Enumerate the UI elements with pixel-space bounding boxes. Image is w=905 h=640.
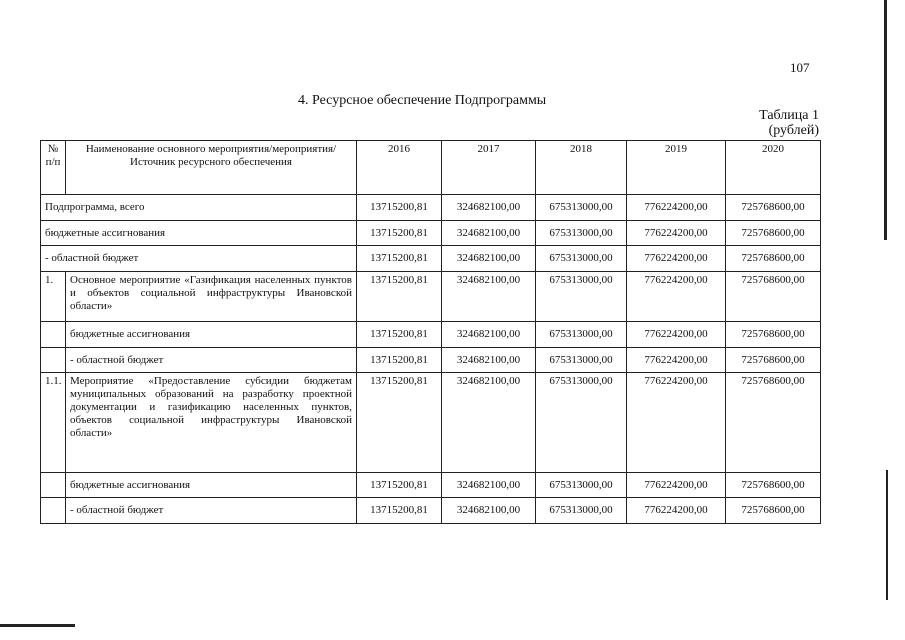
- row-name: Основное мероприятие «Газификация населенных пунктов и объектов социальной инфраструктуры Ивановской области»: [66, 272, 357, 322]
- header-name: Наименование основного мероприятия/мероприятия/Источник ресурсного обеспечения: [66, 141, 357, 195]
- value-cell: 13715200,81: [357, 373, 442, 473]
- row-name: бюджетные ассигнования: [41, 221, 357, 246]
- value-cell: 324682100,00: [442, 246, 536, 272]
- value-cell: 324682100,00: [442, 498, 536, 524]
- table-row: [41, 373, 821, 473]
- section-title: 4. Ресурсное обеспечение Подпрограммы: [298, 93, 547, 108]
- scan-edge-right-lower: [886, 470, 888, 600]
- value-cell: 324682100,00: [442, 195, 536, 221]
- row-name: Подпрограмма, всего: [41, 195, 357, 221]
- table-row: [41, 322, 821, 348]
- value-cell: 675313000,00: [536, 272, 627, 322]
- row-number: 1.1.: [41, 373, 66, 473]
- value-cell: 324682100,00: [442, 322, 536, 348]
- value-cell: 13715200,81: [357, 221, 442, 246]
- value-cell: 725768600,00: [726, 195, 821, 221]
- value-cell: 675313000,00: [536, 498, 627, 524]
- value-cell: 324682100,00: [442, 221, 536, 246]
- value-cell: 725768600,00: [726, 246, 821, 272]
- value-cell: 324682100,00: [442, 373, 536, 473]
- value-cell: 725768600,00: [726, 373, 821, 473]
- value-cell: 776224200,00: [627, 221, 726, 246]
- value-cell: 13715200,81: [357, 195, 442, 221]
- row-number: 1.: [41, 272, 66, 322]
- value-cell: 675313000,00: [536, 246, 627, 272]
- value-cell: 776224200,00: [627, 195, 726, 221]
- value-cell: 675313000,00: [536, 348, 627, 373]
- row-name: - областной бюджет: [66, 348, 357, 373]
- value-cell: 675313000,00: [536, 195, 627, 221]
- table-row: [41, 195, 821, 221]
- header-year: 2018: [536, 141, 627, 195]
- row-name: Мероприятие «Предоставление субсидии бюджетам муниципальных образований на разработку проектной документации и газификацию населенных пунктов, объектов социальной инфраструктуры Ивановской области»: [66, 373, 357, 473]
- table-row: [41, 473, 821, 498]
- page-number: 107: [790, 60, 810, 75]
- header-no: № п/п: [41, 141, 66, 195]
- row-number: [41, 348, 66, 373]
- value-cell: 725768600,00: [726, 498, 821, 524]
- header-year: 2016: [357, 141, 442, 195]
- value-cell: 776224200,00: [627, 272, 726, 322]
- value-cell: 776224200,00: [627, 373, 726, 473]
- value-cell: 776224200,00: [627, 498, 726, 524]
- table-row: [41, 498, 821, 524]
- value-cell: 725768600,00: [726, 272, 821, 322]
- value-cell: 776224200,00: [627, 246, 726, 272]
- table-row: [41, 272, 821, 322]
- table-row: [41, 348, 821, 373]
- value-cell: 725768600,00: [726, 473, 821, 498]
- table-caption: [759, 108, 819, 138]
- header-year: 2020: [726, 141, 821, 195]
- row-number: [41, 473, 66, 498]
- table-header-row: [41, 141, 821, 195]
- value-cell: 675313000,00: [536, 473, 627, 498]
- value-cell: 13715200,81: [357, 473, 442, 498]
- value-cell: 776224200,00: [627, 348, 726, 373]
- row-name: - областной бюджет: [66, 498, 357, 524]
- value-cell: 675313000,00: [536, 322, 627, 348]
- value-cell: 13715200,81: [357, 272, 442, 322]
- table-row: [41, 221, 821, 246]
- table-row: [41, 246, 821, 272]
- value-cell: 13715200,81: [357, 498, 442, 524]
- value-cell: 675313000,00: [536, 373, 627, 473]
- value-cell: 725768600,00: [726, 348, 821, 373]
- value-cell: 13715200,81: [357, 348, 442, 373]
- row-name: бюджетные ассигнования: [66, 473, 357, 498]
- value-cell: 324682100,00: [442, 473, 536, 498]
- value-cell: 13715200,81: [357, 246, 442, 272]
- row-name: - областной бюджет: [41, 246, 357, 272]
- header-year: 2017: [442, 141, 536, 195]
- table-label: Таблица 1: [759, 108, 819, 123]
- header-year: 2019: [627, 141, 726, 195]
- row-number: [41, 322, 66, 348]
- resource-table: [40, 140, 821, 524]
- value-cell: 776224200,00: [627, 473, 726, 498]
- table-units: (рублей): [768, 123, 819, 138]
- value-cell: 776224200,00: [627, 322, 726, 348]
- scan-edge-right: [884, 0, 887, 240]
- value-cell: 324682100,00: [442, 348, 536, 373]
- value-cell: 324682100,00: [442, 272, 536, 322]
- scan-edge-bottom: [0, 624, 75, 627]
- row-number: [41, 498, 66, 524]
- value-cell: 13715200,81: [357, 322, 442, 348]
- value-cell: 725768600,00: [726, 221, 821, 246]
- value-cell: 725768600,00: [726, 322, 821, 348]
- value-cell: 675313000,00: [536, 221, 627, 246]
- row-name: бюджетные ассигнования: [66, 322, 357, 348]
